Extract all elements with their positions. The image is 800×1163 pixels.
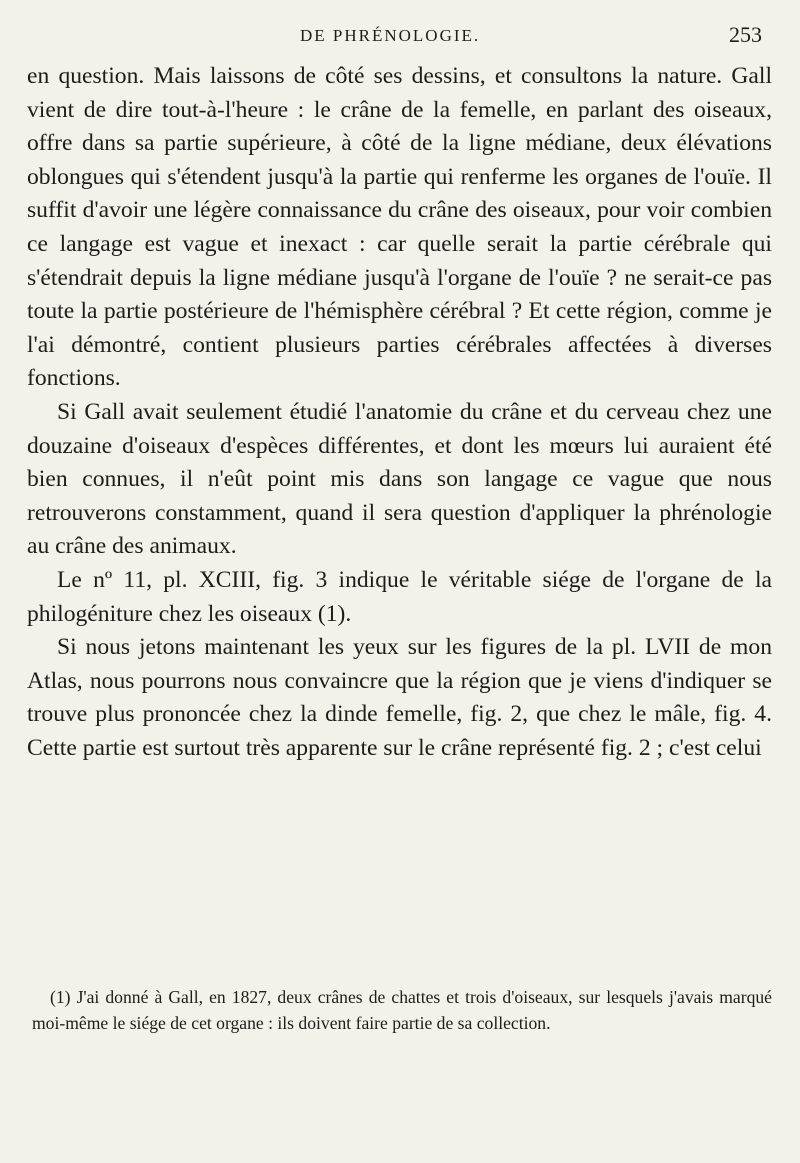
footnote: (1) J'ai donné à Gall, en 1827, deux crânes de chattes et trois d'oiseaux, sur lesquels j'avais marqué moi-même le siége de cet organe : ils doivent faire partie de sa collection. — [32, 986, 772, 1033]
running-title: DE PHRÉNOLOGIE. — [300, 26, 481, 45]
paragraph-organ-location: Le nº 11, pl. XCIII, fig. 3 indique le véritable siége de l'organe de la philogéniture chez les oiseaux (1). — [27, 566, 772, 627]
page-number: 253 — [729, 22, 762, 47]
paragraph-gall-anatomy: Si Gall avait seulement étudié l'anatomie du crâne et du cerveau chez une douzaine d'oiseaux d'espèces différentes, et dont les mœurs lui auraient été bien connues, il n'eût point mis dans son langage ce vague que nous retrouverons constamment, quand il sera question d'appliquer la phrénologie au crâne des animaux. — [27, 398, 772, 560]
page-header — [0, 22, 800, 52]
paragraph-continuation: en question. Mais laissons de côté ses dessins, et consultons la nature. Gall vient de dire tout-à-l'heure : le crâne de la femelle, en parlant des oiseaux, offre dans sa partie supérieure, à côté de la ligne médiane, deux élévations oblongues qui s'étendent jusqu'à la partie qui renferme les organes de l'ouïe. Il suffit d'avoir une légère connaissance du crâne des oiseaux, pour voir combien ce langage est vague et inexact : car quelle serait la partie cérébrale qui s'étendrait depuis la ligne médiane jusqu'à l'organe de l'ouïe ? ne serait-ce pas toute la partie postérieure de l'hémisphère cérébral ? Et cette région, comme je l'ai démontré, contient plusieurs parties cérébrales affectées à diverses fonctions. — [27, 63, 772, 392]
body-text — [27, 60, 772, 765]
paragraph-atlas-figures: Si nous jetons maintenant les yeux sur les figures de la pl. LVII de mon Atlas, nous pourrons nous convaincre que la région que je viens d'indiquer se trouve plus prononcée chez la dinde femelle, fig. 2, que chez le mâle, fig. 4. Cette partie est surtout très apparente sur le crâne représenté fig. 2 ; c'est celui — [27, 634, 772, 761]
